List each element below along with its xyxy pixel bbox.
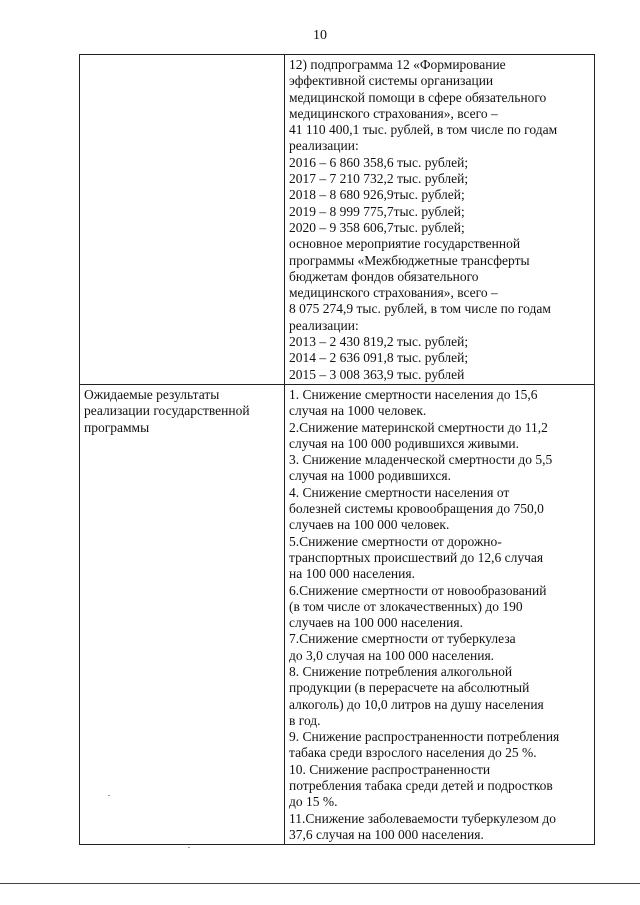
result-line: 5.Снижение смертности от дорожно-	[289, 533, 502, 549]
result-line: алкоголь) до 10,0 литров на душу населения	[289, 696, 544, 712]
result-line: 1. Снижение смертности населения до 15,6	[289, 386, 538, 402]
scan-speck	[188, 847, 190, 848]
result-line: 37,6 случая на 100 000 населения.	[289, 826, 484, 842]
result-line: случая на 1000 родившихся.	[289, 468, 451, 484]
financing-line: 2017 – 7 210 732,2 тыс. рублей;	[289, 171, 469, 187]
program-passport-table	[79, 54, 595, 845]
financing-line: 2020 – 9 358 606,7тыс. рублей;	[289, 219, 465, 235]
financing-line: реализации:	[289, 138, 359, 154]
result-line: 4. Снижение смертности населения от	[289, 484, 510, 500]
financing-line: 2016 – 6 860 358,6 тыс. рублей;	[289, 154, 469, 170]
financing-line: бюджетам фондов обязательного	[289, 268, 479, 284]
financing-line: 2014 – 2 636 091,8 тыс. рублей;	[289, 350, 469, 366]
financing-line: реализации:	[289, 317, 359, 333]
result-line: 11.Снижение заболеваемости туберкулезом до	[289, 810, 557, 826]
row-heading-line: Ожидаемые результаты	[84, 386, 220, 402]
financing-line: 8 075 274,9 тыс. рублей, в том числе по годам	[289, 301, 551, 317]
row-heading-line: реализации государственной	[84, 403, 250, 419]
financing-line: медицинской помощи в сфере обязательного	[289, 89, 547, 105]
financing-line: 2015 – 3 008 363,9 тыс. рублей	[289, 366, 465, 382]
result-line: случая на 100 000 родившихся живыми.	[289, 435, 519, 451]
page-number: 10	[313, 28, 327, 43]
financing-line: 12) подпрограмма 12 «Формирование	[289, 57, 506, 72]
financing-line: эффективной системы организации	[289, 73, 494, 89]
financing-line: медицинского страхования», всего –	[289, 285, 498, 301]
result-line: 7.Снижение смертности от туберкулеза	[289, 631, 516, 647]
result-line: в год.	[289, 712, 321, 728]
result-line: транспортных происшествий до 12,6 случая	[289, 549, 544, 565]
row2-left-cell	[80, 384, 285, 844]
scan-speck	[108, 795, 110, 796]
result-line: до 3,0 случая на 100 000 населения.	[289, 647, 495, 663]
financing-line: основное мероприятие государственной	[289, 236, 521, 252]
financing-line: программы «Межбюджетные трансферты	[289, 252, 530, 268]
result-line: продукции (в перерасчете на абсолютный	[289, 680, 530, 696]
page-bottom-rule	[0, 883, 640, 884]
result-line: 6.Снижение смертности от новообразований	[289, 582, 547, 598]
result-line: табака среди взрослого населения до 25 %.	[289, 745, 537, 761]
result-line: 2.Снижение материнской смертности до 11,2	[289, 419, 548, 435]
result-line: (в том числе от злокачественных) до 190	[289, 598, 523, 614]
result-line: до 15 %.	[289, 794, 338, 810]
result-line: на 100 000 населения.	[289, 566, 415, 582]
financing-line: 2018 – 8 680 926,9тыс. рублей;	[289, 187, 465, 203]
financing-line: 2019 – 8 999 775,7тыс. рублей;	[289, 203, 465, 219]
result-line: случая на 1000 человек.	[289, 403, 427, 419]
row-heading-line: программы	[84, 419, 150, 435]
row2-right-cell	[285, 384, 595, 844]
result-line: 10. Снижение распространенности	[289, 761, 491, 777]
result-line: болезней системы кровообращения до 750,0	[289, 501, 544, 517]
row1-right-cell	[285, 55, 595, 385]
result-line: 3. Снижение младенческой смертности до 5,5	[289, 452, 553, 468]
table-row-financing	[80, 55, 595, 385]
result-line: 9. Снижение распространенности потребления	[289, 729, 560, 745]
row1-left-cell	[80, 55, 285, 385]
table-row-expected-results	[80, 384, 595, 844]
result-line: 8. Снижение потребления алкогольной	[289, 663, 513, 679]
result-line: случаев на 100 000 человек.	[289, 517, 450, 533]
result-line: случаев на 100 000 населения.	[289, 615, 463, 631]
financing-line: медицинского страхования», всего –	[289, 105, 498, 121]
financing-line: 2013 – 2 430 819,2 тыс. рублей;	[289, 334, 469, 350]
result-line: потребления табака среди детей и подростков	[289, 778, 553, 794]
financing-line: 41 110 400,1 тыс. рублей, в том числе по годам	[289, 122, 558, 138]
